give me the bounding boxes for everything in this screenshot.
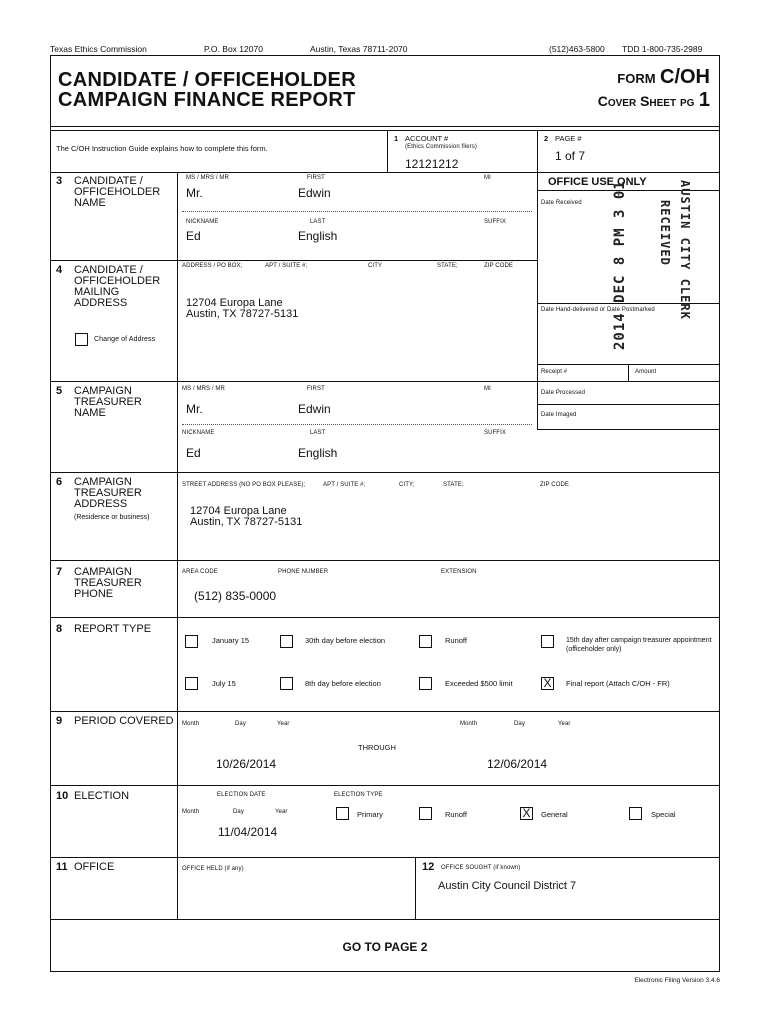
report-30day-checkbox[interactable] [280,635,293,648]
account-sub: (Ethics Commission filers) [405,144,477,150]
treasurer-address-label: CAMPAIGN TREASURER ADDRESS [74,476,142,510]
first-label: FIRST [307,386,325,392]
apt-label: APT / SUITE #; [265,263,308,269]
divider [50,172,537,173]
section-7-num: 7 [56,566,63,578]
report-type-label: REPORT TYPE [74,623,152,635]
report-jan15-checkbox[interactable] [185,635,198,648]
day-label: Day [514,721,525,727]
divider [50,857,720,858]
dotted-separator [182,211,532,212]
month-label: Month [182,809,200,815]
treasurer-address-line1: 12704 Europa Lane [190,505,287,517]
section-10-num: 10 [56,790,69,802]
divider [50,785,720,786]
year-label: Year [277,721,290,727]
divider [50,260,537,261]
report-jan15-label: January 15 [212,636,250,645]
account-value: 12121212 [405,157,459,171]
divider [537,303,720,304]
ms-label: MS / MRS / MR [182,386,225,392]
agency-tdd: TDD 1-800-735-2989 [622,44,703,54]
divider [50,711,720,712]
divider [50,617,720,618]
last-label: LAST [310,219,326,225]
period-from: 10/26/2014 [216,757,277,771]
city-label: CITY; [399,482,415,488]
area-code-label: AREA CODE [182,569,218,575]
label-column-line [177,172,178,919]
page-label: PAGE # [555,134,582,143]
go-to-page-2: GO TO PAGE 2 [342,940,428,954]
section-12-num: 12 [422,861,435,873]
divider [50,919,720,920]
candidate-title: Mr. [186,186,203,200]
candidate-last: English [298,229,338,243]
candidate-nickname: Ed [186,229,201,243]
apt-label: APT / SUITE #; [323,482,366,488]
agency-name: Texas Ethics Commission [50,44,147,54]
report-30day-label: 30th day before election [305,636,386,645]
cover-sheet-label: Cover Sheet pg [597,93,695,109]
report-runoff-label: Runoff [445,636,467,645]
treasurer-last: English [298,446,338,460]
street-label: STREET ADDRESS (NO PO BOX PLEASE); [182,482,306,488]
report-final-checkbox[interactable]: X [541,677,554,690]
po-box: P.O. Box 12070 [204,44,263,54]
report-exceeded-label: Exceeded $500 limit [445,679,513,688]
nickname-label: NICKNAME [186,219,219,225]
form-title-line2: CAMPAIGN FINANCE REPORT [58,89,356,111]
treasurer-first: Edwin [298,402,331,416]
divider [50,130,720,131]
section-6-num: 6 [56,476,63,488]
office-sought-value: Austin City Council District 7 [438,880,577,892]
election-primary-checkbox[interactable] [336,807,349,820]
change-of-address-label: Change of Address [94,336,156,343]
nickname-label: NICKNAME [182,430,215,436]
mailing-line1: 12704 Europa Lane [186,297,283,309]
report-jul15-checkbox[interactable] [185,677,198,690]
stamp-clerk: AUSTIN CITY CLERK [678,180,692,320]
day-label: Day [235,721,246,727]
agency-phone: (512)463-5800 [549,44,605,54]
mi-label: MI [484,175,491,181]
phone-value: (512) 835-0000 [194,589,277,603]
ms-label: MS / MRS / MR [186,175,229,181]
mi-label: MI [484,386,491,392]
report-runoff-checkbox[interactable] [419,635,432,648]
election-runoff-label: Runoff [445,810,467,819]
filing-version: Electronic Filing Version 3.4.6 [634,977,720,984]
period-covered-label: PERIOD COVERED [74,715,174,727]
form-label: FORM [617,71,656,86]
extension-label: EXTENSION [441,569,477,575]
account-num-label: 1 [394,134,399,143]
through-label: THROUGH [358,743,396,752]
receipt-label: Receipt # [541,369,568,375]
divider [537,190,720,191]
election-primary-label: Primary [357,810,383,819]
year-label: Year [558,721,571,727]
treasurer-title: Mr. [186,402,203,416]
address-label: ADDRESS / PO BOX; [182,263,243,269]
report-jul15-label: July 15 [212,679,236,688]
election-runoff-checkbox[interactable] [419,807,432,820]
candidate-first: Edwin [298,186,331,200]
treasurer-phone-label: CAMPAIGN TREASURER PHONE [74,566,142,600]
stamp-received: RECEIVED [658,200,672,266]
month-label: Month [460,721,478,727]
election-date-label: ELECTION DATE [217,792,266,798]
account-label: ACCOUNT # [405,134,449,143]
cover-sheet-block [540,89,710,112]
zip-label: ZIP CODE [540,482,570,488]
date-received-label: Date Received [541,200,582,206]
period-to: 12/06/2014 [487,757,548,771]
election-general-label: General [541,810,568,819]
election-date: 11/04/2014 [218,825,278,839]
section-5-num: 5 [56,385,63,397]
office-sought-label: OFFICE SOUGHT (if known) [441,865,521,871]
treasurer-address-sub: (Residence or business) [74,514,150,521]
form-title-line1: CANDIDATE / OFFICEHOLDER [58,69,356,91]
vertical-line [628,364,629,381]
amount-label: Amount [635,369,657,375]
day-label: Day [233,809,244,815]
divider [50,126,720,127]
office-held-label: OFFICE HELD (if any) [182,866,244,872]
report-exceeded-checkbox[interactable] [419,677,432,690]
section-3-num: 3 [56,175,63,187]
section-11-num: 11 [56,861,68,873]
date-hand-label: Date Hand-delivered or Date Postmarked [541,307,655,313]
divider [50,560,720,561]
divider [537,404,720,405]
city-label: CITY [368,263,383,269]
office-label: OFFICE [74,861,115,873]
report-15day-label: 15th day after campaign treasurer appointment (officeholder only) [566,637,712,653]
suffix-label: SUFFIX [484,219,506,225]
cover-page-num: 1 [698,89,710,111]
mailing-address-label: CANDIDATE / OFFICEHOLDER MAILING ADDRESS [74,264,161,309]
report-15day-checkbox[interactable] [541,635,554,648]
page-value: 1 of 7 [555,149,586,163]
mailing-line2: Austin, TX 78727-5131 [186,308,299,320]
first-label: FIRST [307,175,325,181]
agency-city: Austin, Texas 78711-2070 [310,44,408,54]
section-8-num: 8 [56,623,63,635]
treasurer-address-line2: Austin, TX 78727-5131 [190,516,303,528]
treasurer-nickname: Ed [186,446,201,460]
page-num-label: 2 [544,134,549,143]
dotted-separator [182,424,532,425]
report-8day-checkbox[interactable] [280,677,293,690]
phone-number-label: PHONE NUMBER [278,569,329,575]
vertical-line [415,857,416,919]
year-label: Year [275,809,288,815]
section-9-num: 9 [56,715,63,727]
vertical-line [387,130,388,172]
date-imaged-label: Date Imaged [541,412,577,418]
election-type-label: ELECTION TYPE [334,792,383,798]
state-label: STATE; [443,482,464,488]
election-general-checkbox[interactable]: X [520,807,533,820]
treasurer-name-label: CAMPAIGN TREASURER NAME [74,385,142,419]
form-code: C/OH [660,66,710,88]
candidate-name-label: CANDIDATE / OFFICEHOLDER NAME [74,175,161,209]
instruction-guide-text: The C/OH Instruction Guide explains how to complete this form. [56,144,268,153]
change-of-address-checkbox[interactable] [75,333,88,346]
section-4-num: 4 [56,264,63,276]
suffix-label: SUFFIX [484,430,506,436]
office-use-title: OFFICE USE ONLY [548,176,647,188]
report-8day-label: 8th day before election [305,679,381,688]
election-label: ELECTION [74,790,130,802]
zip-label: ZIP CODE [484,263,514,269]
report-final-label: Final report (Attach C/OH - FR) [566,679,670,688]
month-label: Month [182,721,200,727]
divider [50,472,720,473]
state-label: STATE; [437,263,458,269]
last-label: LAST [310,430,326,436]
form-code-block [560,66,710,89]
date-processed-label: Date Processed [541,390,586,396]
election-special-checkbox[interactable] [629,807,642,820]
stamp-date: 2014 DEC 8 PM 3 01 [612,180,628,350]
election-special-label: Special [651,810,676,819]
